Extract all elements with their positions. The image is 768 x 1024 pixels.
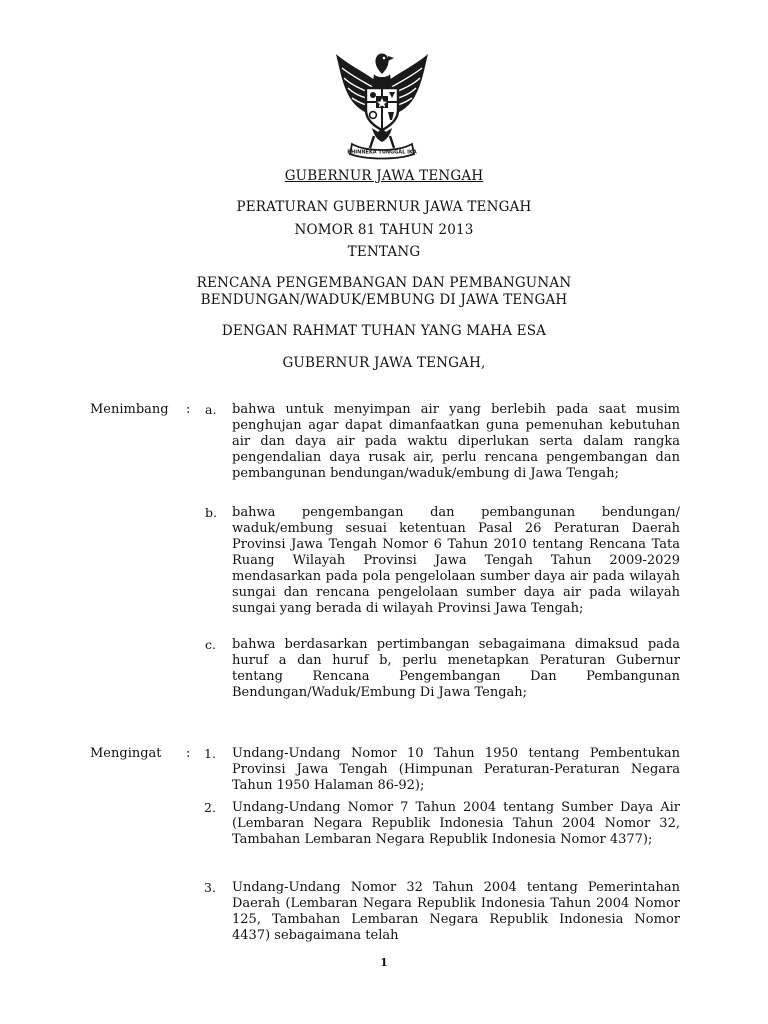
item-marker: 1.: [204, 746, 216, 761]
item-text: bahwa berdasarkan pertimbangan sebagaimana dimaksud pada huruf a dan huruf b, perlu menetapkan Peraturan Gubernur tentang Rencana Pengembangan Dan Pembangunan Bendungan/Waduk/Embung Di Jawa Tengah;: [232, 637, 680, 700]
section-colon: :: [186, 402, 191, 417]
item-text: Undang-Undang Nomor 32 Tahun 2004 tentang Pemerintahan Daerah (Lembaran Negara Republik Indonesia Tahun 2004 Nomor 125, Tambahan Lembaran Negara Republik Indonesia Nomor 4437) sebagaimana telah: [232, 880, 680, 943]
regulation-title-line2: BENDUNGAN/WADUK/EMBUNG DI JAWA TENGAH: [200, 292, 568, 308]
item-text: Undang-Undang Nomor 7 Tahun 2004 tentang Sumber Daya Air (Lembaran Negara Republik Indonesia Tahun 2004 Nomor 32, Tambahan Lembaran Negara Republik Indonesia Nomor 4377);: [232, 800, 680, 847]
item-marker: b.: [205, 505, 217, 520]
regulation-number: NOMOR 81 TAHUN 2013: [294, 222, 474, 238]
section-label: Menimbang: [90, 402, 169, 417]
regulation-title-line1: RENCANA PENGEMBANGAN DAN PEMBANGUNAN: [196, 275, 572, 291]
section-colon: :: [186, 746, 191, 761]
item-text: bahwa untuk menyimpan air yang berlebih pada saat musim penghujan agar dapat dimanfaatkan guna pemenuhan kebutuhan air dan daya air pada waktu diperlukan serta dalam rangka pengendalian daya rusak air, perlu rencana pengembangan dan pembangunan bendungan/waduk/embung di Jawa Tengah;: [232, 402, 680, 481]
blessing-line: DENGAN RAHMAT TUHAN YANG MAHA ESA: [221, 323, 547, 339]
item-marker: c.: [205, 637, 216, 652]
governor-line: GUBERNUR JAWA TENGAH,: [282, 355, 486, 371]
regulation-type: PERATURAN GUBERNUR JAWA TENGAH: [236, 199, 532, 215]
section-label: Mengingat: [90, 746, 162, 761]
page-number: 1: [380, 956, 388, 969]
item-marker: a.: [205, 402, 217, 417]
emblem-motto: BHINNEKA TUNGGAL IKA: [347, 149, 417, 156]
item-text: bahwa pengembangan dan pembangunan bendungan/ waduk/embung sesuai ketentuan Pasal 26 Peraturan Daerah Provinsi Jawa Tengah Nomor 6 Tahun 2010 tentang Rencana Tata Ruang Wilayah Provinsi Jawa Tengah Tahun 2009-2029 mendasarkan pada pola pengelolaan sumber daya air pada wilayah sungai dan rencana pengelolaan sumber daya air pada wilayah sungai yang berada di wilayah Provinsi Jawa Tengah;: [232, 505, 680, 616]
item-marker: 3.: [204, 880, 216, 895]
item-marker: 2.: [204, 800, 216, 815]
header-office: GUBERNUR JAWA TENGAH: [284, 168, 484, 184]
garuda-pancasila-emblem-icon: [328, 44, 436, 162]
item-text: Undang-Undang Nomor 10 Tahun 1950 tentang Pembentukan Provinsi Jawa Tengah (Himpunan Peraturan-Peraturan Negara Tahun 1950 Halaman 86-92);: [232, 746, 680, 793]
regulation-about: TENTANG: [347, 244, 421, 260]
